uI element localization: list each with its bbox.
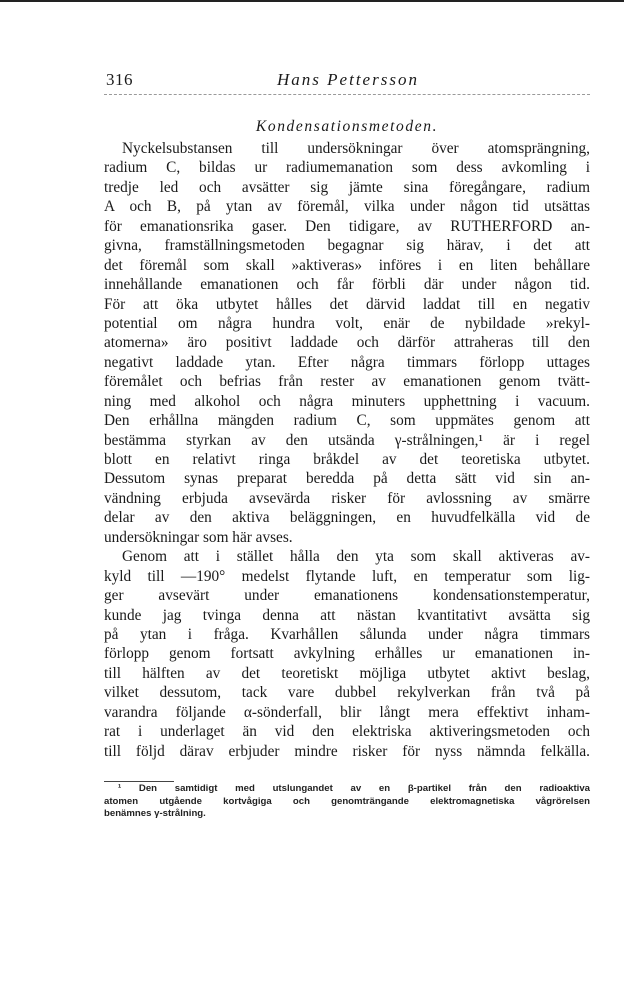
text-line: ger avsevärt under emanationens kondensationstemperatur, [104, 587, 590, 605]
text-line: bestämma styrkan av den utsända γ-strålningen,¹ är i regel [104, 431, 590, 449]
footnotes [104, 783, 590, 821]
text-line: negativt laddade ytan. Efter några timmars förlopp uttages [104, 353, 590, 371]
page-top-border [0, 0, 624, 2]
page-number: 316 [106, 70, 133, 89]
running-head: Hans Pettersson [277, 70, 419, 89]
text-line: föremålet och befrias från rester av emanationen genom tvätt- [104, 373, 590, 391]
text-line: för emanationsrika gaser. Den tidigare, av RUTHERFORD an- [104, 217, 590, 235]
text-line: Den erhållna mängden radium C, som uppmätes genom att [104, 412, 590, 430]
text-line: tredje led och avsätter sig jämte sina föregångare, radium [104, 178, 590, 196]
text-line: förlopp genom fortsatt avkylning erhålles ur emanationen in- [104, 645, 590, 663]
text-line: varandra följande α-sönderfall, blir långt mera effektivt inham- [104, 703, 590, 721]
text-line: vilket dessutom, tack vare dubbel rekylverkan från två på [104, 684, 590, 702]
text-line: kyld till —190° medelst flytande luft, en temperatur som lig- [104, 567, 590, 585]
section-title: Kondensationsmetoden. [255, 118, 439, 135]
text-line: till följd därav erbjuder mindre risker för nyss nämnda felkälla. [104, 742, 590, 760]
text-line: givna, framställningsmetoden begagnar sig härav, i det att [104, 237, 590, 255]
text-line: kunde jag tvinga denna att nästan kvantitativt avsätta sig [104, 606, 590, 624]
header-rule [104, 94, 590, 95]
text-line: rat i underlaget än vid den elektriska aktiveringsmetoden och [104, 723, 590, 741]
text-line: till hälften av det teoretiskt möjliga utbytet aktivt beslag, [104, 664, 590, 682]
footnote-rule [104, 781, 174, 782]
page-header [106, 70, 590, 92]
text-line: undersökningar som här avses. [104, 528, 293, 546]
text-line: A och B, på ytan av föremål, vilka under någon tid utsättas [104, 198, 590, 216]
footnote-line: benämnes γ-strålning. [104, 808, 206, 820]
text-line: vändning erbjuda avsevärda risker för avlossning av smärre [104, 489, 590, 507]
text-line: potential om några hundra volt, enär de nybildade »rekyl- [104, 314, 590, 332]
text-line: Nyckelsubstansen till undersökningar över atomsprängning, [122, 140, 590, 157]
text-line: Genom att i stället hålla den yta som skall aktiveras av- [122, 548, 590, 566]
text-line: på ytan i fråga. Kvarhållen sålunda under några timmars [104, 625, 590, 643]
text-line: innehållande emanationen och får förbli där under någon tid. [104, 276, 590, 294]
text-line: ning med alkohol och några minuters upphettning i vacuum. [104, 392, 590, 410]
text-line: atomerna» äro positivt laddade och därför attraheras till den [104, 334, 590, 352]
text-line: blott en relativt ringa bråkdel av det teoretiska utbytet. [104, 451, 590, 468]
text-line: radium C, bildas ur radiumemanation som dess avkomling i [104, 159, 590, 177]
text-line: Dessutom synas preparat beredda på detta sätt vid sin an- [104, 470, 590, 488]
footnote-line: ¹ Den samtidigt med utslungandet av en β-partikel från den radioaktiva [118, 783, 590, 794]
text-line: delar av den aktiva beläggningen, en huvudfelkälla vid de [104, 509, 590, 527]
footnote-line: atomen utgående kortvågiga och genomträngande elektromagnetiska vågrörelsen [104, 795, 590, 807]
body-text [104, 139, 590, 761]
text-line: det föremål som skall »aktiveras» införes i en liten behållare [104, 256, 590, 274]
text-line: För att öka utbytet hålles det därvid laddat till en negativ [104, 295, 590, 313]
